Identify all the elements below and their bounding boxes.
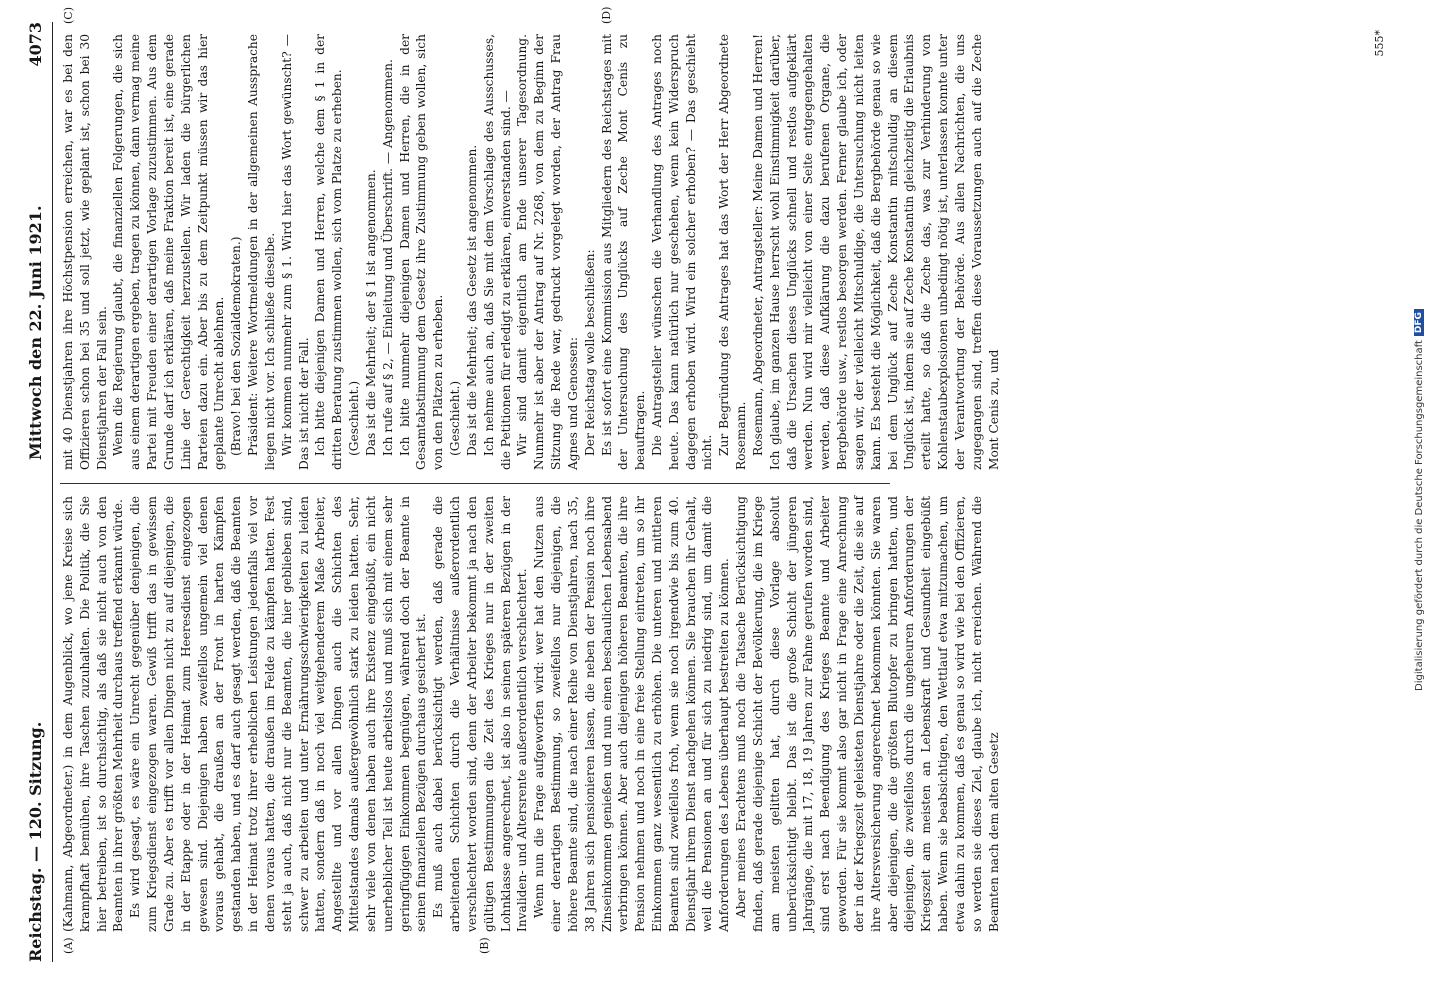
paragraph: (Geschieht.) [347, 380, 362, 456]
paragraph: Rosemann, Abgeordneter, Antragsteller: Meine Damen und Herren! Ich glaube, im ganzen Hause herrscht wohl Einstimmigkeit darüber, daß die Ursachen dieses Unglücks schnell und restlos aufgeklärt werden. Nun wird mir vielleicht von einer Seite entgegengehalten werden, daß diese Aufklärung die dazu berufenen Organe, die Bergbehörde usw., restlos besorgen werden. Ferner glaube ich, oder sagen wir, der vielleicht Mitschuldige, die Untersuchung nicht leiten kann. Es besteht die Möglichkeit, daß die Bergbehörde genau so wie bei dem Unglück auf Zeche Konstantin mitschuldig an diesem Unglück ist, indem sie auf Zeche Konstantin gleichzeitig die Erlaubnis erteilt hatte, so daß die Zeche das, was zur Verhinderung von Kohlenstaubexplosionen unbedingt nötig ist, unterlassen konnte unter der Verantwortung der Behörde. Aus allen Nachrichten, die uns zugegangen sind, treffen diese Voraussetzungen auch auf die Zeche Mont Cenis zu, und [750, 34, 1001, 470]
side-note [1408, 30, 1430, 970]
paragraph: Es ist sofort eine Kommission aus Mitgliedern des Reichstages mit der Untersuchung des Unglücks auf Zeche Mont Cenis zu beauftragen. [599, 34, 648, 470]
right-column [60, 34, 1001, 470]
margin-letter-d: (D) [600, 6, 613, 24]
column-divider [60, 483, 890, 484]
paragraph: Der Reichstag wolle beschließen: [582, 249, 597, 456]
margin-letter-b: (B) [478, 937, 491, 954]
left-column [60, 496, 1001, 932]
paragraph: Es wird gesagt, es wäre ein Unrecht gegenüber denjenigen, die zum Kriegsdienst eingezogen waren. Gewiß trifft das in gewissem Grade zu. Aber es trifft vor allen Dingen nicht zu auf diejenigen, die in der Etappe oder in der Heimat zum Heeresdienst eingezogen gewesen sind. Diejenigen haben zweifellos ungemein viel denen voraus gehabt, die draußen an der Front in harten Kämpfen gestanden haben, und es darf auch gesagt werden, daß die Beamten in der Heimat trotz ihrer erheblichen Leistungen jedenfalls viel vor denen voraus hatten, die draußen im Felde zu kämpfen hatten. Fest steht ja auch, daß nicht nur die Beamten, die hier geblieben sind, schwer zu arbeiten und unter Ernährungsschwierigkeiten zu leiden hatten, sondern daß in noch viel weitgehenderem Maße Arbeiter, Angestellte und vor allen Dingen auch die Schichten des Mittelstandes damals außergewöhnlich stark zu leiden hatten. Sehr, sehr viele von denen haben auch ihre Existenz eingebüßt, ein nicht unerheblicher Teil ist heute arbeitslos und muß sich mit einem sehr geringfügigen Einkommen begnügen, während doch der Beamte in seinen finanziellen Bezügen durchaus gesichert ist. [128, 496, 429, 932]
paragraph: Die Antragsteller wünschen die Verhandlung des Antrages noch heute. Das kann natürlich nur geschehen, wenn kein Widerspruch dagegen erhoben wird. Wird ein solcher erhoben? — Das geschieht nicht. [649, 34, 715, 470]
paragraph: (Geschieht.) [448, 380, 463, 456]
paragraph: (Bravo! bei den Sozialdemokraten.) [229, 236, 244, 456]
paragraph: Zur Begründung des Antrages hat das Wort der Herr Abgeordnete Rosemann. [717, 34, 749, 470]
paragraph: Es muß auch dabei berücksichtigt werden, daß gerade die arbeitenden Schichten durch die Verhältnisse außerordentlich verschlechtert worden sind, denn der Arbeiter bekommt ja nach den gültigen Bestimmungen die Zeit des Krieges nur in der zweiten Lohnklasse angerechnet, ist also in seinen späteren Bezügen in der Invaliden- und Altersrente außerordentlich verschlechtert. [431, 496, 530, 932]
paragraph: Aber meines Erachtens muß noch die Tatsache Berücksichtigung finden, daß gerade diejenige Schicht der Bevölkerung, die im Kriege am meisten gelitten hat, durch diese Vorlage absolut unberücksichtigt bleibt. Das ist die große Schicht der jüngeren Jahrgänge, die mit 17, 18, 19 Jahren zur Fahne gerufen worden sind, sind erst nach Beendigung des Krieges Beamte und Arbeiter geworden. Für sie kommt also gar nicht in Frage eine Anrechnung der in der Kriegszeit geleisteten Dienstjahre oder die Zeit, die sie auf ihre Altersversicherung angerechnet bekommen könnten. Sie waren aber diejenigen, die die größten Blutopfer zu bringen hatten, und diejenigen, die zweifellos durch die ungeheuren Anforderungen der Kriegszeit am meisten an Lebenskraft und Gesundheit eingebüßt haben. Wenn sie beabsichtigen, den Wettlauf etwa mitzumachen, um etwa dahin zu kommen, daß es genau so wird wie bei den Offizieren, so werden sie dieses Ziel, glaube ich, nicht erreichen. Während die Beamten nach dem alten Gesetz [734, 496, 1001, 932]
paragraph: Ich bitte nunmehr diejenigen Damen und Herren, die in der Gesamtabstimmung dem Gesetz ihre Zustimmung geben wollen, sich von den Plätzen zu erheben. [397, 34, 446, 470]
paragraph: Ich rufe auf § 2, — Einleitung und Überschrift. — Angenommen. [380, 59, 395, 456]
paragraph: (Kahmann, Abgeordneter.) in dem Augenblick, wo jene Kreise sich krampfhaft bemühen, ihre Taschen zuzuhalten. Die Politik, die Sie hier betreiben, ist so durchsichtig, als daß sie nicht auch von den Beamten in ihrer größten Mehrheit durchaus treffend erkannt würde. [61, 496, 126, 932]
header-rule [52, 22, 53, 962]
paragraph: Wir kommen nunmehr zum § 1. Wird hier das Wort gewünscht? — Das ist nicht der Fall. [279, 34, 311, 470]
margin-letter-c: (C) [62, 7, 75, 24]
paragraph: Wir sind damit eigentlich am Ende unserer Tagesordnung. Nunmehr ist aber der Antrag auf Nr. 2268, von dem zu Beginn der Sitzung die Rede war, gedruckt vorgelegt worden, der Antrag Frau Agnes und Genossen: [515, 34, 580, 470]
page-header [22, 22, 52, 962]
header-left: Reichstag. — 120. Sitzung. [26, 721, 45, 962]
paragraph: Ich nehme auch an, daß Sie mit dem Vorschlage des Ausschusses, die Petitionen für erledigt zu erklären, einverstanden sind. — [481, 34, 513, 470]
paragraph: mit 40 Dienstjahren ihre Höchstpension erreichen, war es bei den Offizieren schon bei 35 und soll jetzt, wie geplant ist, schon bei 30 Dienstjahren der Fall sein. [61, 34, 109, 470]
dfg-logo: DFG [1414, 309, 1424, 336]
paragraph: Wenn nun die Frage aufgeworfen wird: wer hat den Nutzen aus einer derartigen Bestimmung, so zweifellos nur diejenigen, die höhere Beamte sind, die nach einer Reihe von Dienstjahren, nach 35, 38 Jahren sich pensionieren lassen, die neben der Pension noch ihre Zinseinkommen genießen und nun einen beschaulichen Lebensabend verbringen können. Aber auch diejenigen höheren Beamten, die ihre Pension nehmen und noch in eine freie Stellung eintreten, um so ihr Einkommen ganz wesentlich zu erhöhen. Die unteren und mittleren Beamten sind zweifellos froh, wenn sie noch irgendwie bis zum 40. Dienstjahr ihrem Dienst nachgehen können. Sie brauchen ihr Gehalt, weil die Pensionen an und für sich zu niedrig sind, um damit die Anforderungen des Lebens überhaupt bestreiten zu können. [532, 496, 732, 932]
paragraph: Wenn die Regierung glaubt, die finanziellen Folgerungen, die sich aus einem derartigen ergeben, tragen zu können, dann vermag meine Partei mit Freuden einer derartigen Vorlage zuzustimmen. Aus dem Grunde darf ich erklären, daß meine Fraktion bereit ist, eine gerade Linie der Gerechtigkeit herzustellen. Wir laden die bürgerlichen Parteien dazu ein. Aber bis zu dem Zeitpunkt müssen wir das hier geplante Unrecht ablehnen. [111, 34, 227, 470]
paragraph: Das ist die Mehrheit; das Gesetz ist angenommen. [464, 144, 479, 456]
paragraph: Präsident: Weitere Wortmeldungen in der allgemeinen Aussprache liegen nicht vor. Ich schließe dieselbe. [246, 34, 277, 470]
paragraph: Ich bitte diejenigen Damen und Herren, welche dem § 1 in der dritten Beratung zustimmen wollen, sich vom Platze zu erheben. [313, 34, 345, 470]
page-number: 4073 [26, 22, 45, 67]
side-note-text [1408, 30, 1430, 970]
footer-mark: 555* [1373, 30, 1386, 57]
funding-note: Digitalisierung gefördert durch die Deutsche Forschungsgemeinschaft [1413, 340, 1425, 691]
margin-letter-a: (A) [62, 937, 75, 954]
paragraph: Das ist die Mehrheit; der § 1 ist angenommen. [363, 169, 378, 456]
header-center: Mittwoch den 22. Juni 1921. [26, 205, 45, 460]
